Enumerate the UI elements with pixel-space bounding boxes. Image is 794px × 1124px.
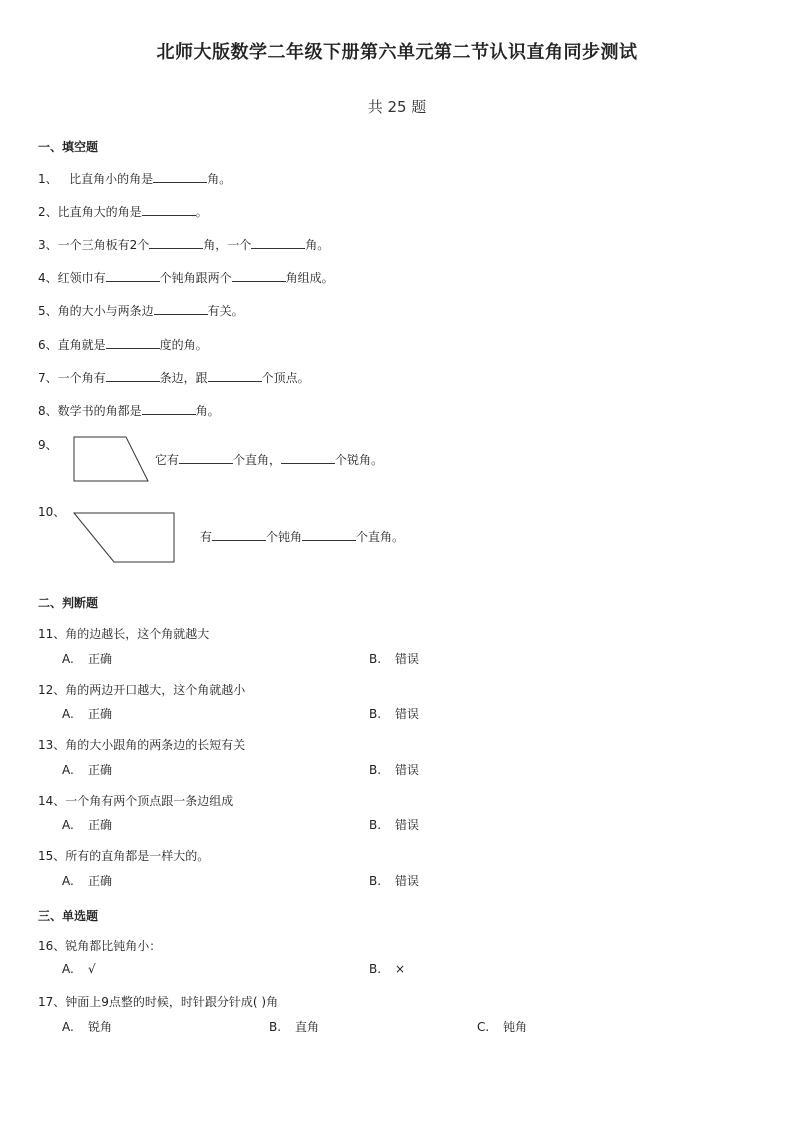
question-11: 11、角的边越长，这个角就越大 — [38, 627, 210, 641]
answer-blank[interactable] — [251, 238, 305, 249]
question-text: 数学书的角都是 — [57, 404, 142, 418]
section-single-choice: 三、单选题 — [38, 909, 99, 923]
question-7 — [38, 369, 310, 386]
answer-blank[interactable] — [154, 304, 208, 315]
option-text: 正确 — [88, 763, 113, 777]
question-3 — [38, 236, 329, 253]
question-text: 红领巾有 — [57, 271, 106, 285]
question-4 — [38, 269, 334, 286]
question-6 — [38, 336, 208, 353]
option-text: √ — [88, 962, 96, 976]
option-b[interactable] — [369, 650, 419, 667]
question-text: 直角就是 — [57, 338, 106, 352]
question-16: 16、锐角都比钝角小： — [38, 939, 162, 953]
option-label: A. — [62, 763, 74, 777]
question-text: 角。 — [195, 404, 220, 418]
answer-blank[interactable] — [106, 371, 160, 382]
option-b[interactable] — [369, 705, 419, 722]
question-number: 4、 — [38, 271, 58, 285]
answer-blank[interactable] — [106, 271, 160, 282]
question-number: 2、 — [38, 205, 58, 219]
option-label: A. — [62, 652, 74, 666]
option-text: 正确 — [88, 818, 113, 832]
trapezoid-shape — [74, 437, 148, 481]
question-text: 个钝角 — [266, 530, 303, 544]
trapezoid-figure — [72, 436, 152, 484]
question-text: 角。 — [207, 172, 232, 186]
question-14: 14、一个角有两个顶点跟一条边组成 — [38, 794, 234, 808]
question-number: 3、 — [38, 238, 58, 252]
question-text: 条边，跟 — [159, 371, 208, 385]
question-text: 一个角有 — [57, 371, 106, 385]
option-text: 直角 — [295, 1020, 320, 1034]
question-9-number: 9、 — [38, 438, 58, 452]
question-17: 17、钟面上9点整的时候，时针跟分针成( )角 — [38, 995, 279, 1009]
option-label: B. — [369, 652, 382, 666]
option-a[interactable] — [62, 705, 112, 722]
option-label: A. — [62, 818, 74, 832]
answer-blank[interactable] — [142, 404, 196, 415]
option-a[interactable] — [62, 650, 112, 667]
question-text: 角组成。 — [285, 271, 334, 285]
option-a[interactable] — [62, 1018, 112, 1035]
answer-blank[interactable] — [232, 271, 286, 282]
question-10-number: 10、 — [38, 505, 66, 519]
option-text: 正确 — [88, 707, 113, 721]
question-text: 它有 — [155, 453, 180, 467]
question-5 — [38, 302, 244, 319]
question-2 — [38, 203, 208, 220]
option-label: B. — [269, 1020, 282, 1034]
question-text: 一个三角板有2个 — [57, 238, 150, 252]
section-true-false: 二、判断题 — [38, 596, 99, 610]
question-number: 8、 — [38, 404, 58, 418]
option-text: 锐角 — [88, 1020, 113, 1034]
answer-blank[interactable] — [212, 530, 266, 541]
doc-title: 北师大版数学二年级下册第六单元第二节认识直角同步测试 — [156, 42, 638, 63]
option-b[interactable] — [369, 816, 419, 833]
answer-blank[interactable] — [208, 371, 262, 382]
question-number: 5、 — [38, 304, 58, 318]
question-count: 共 25 题 — [367, 98, 427, 116]
option-label: B. — [369, 763, 382, 777]
option-b[interactable] — [369, 761, 419, 778]
question-text: 。 — [195, 205, 208, 219]
answer-blank[interactable] — [281, 453, 335, 464]
question-12: 12、角的两边开口越大，这个角就越小 — [38, 683, 246, 697]
option-label: B. — [369, 818, 382, 832]
question-number: 7、 — [38, 371, 58, 385]
option-text: 错误 — [395, 763, 420, 777]
option-a[interactable] — [62, 872, 112, 889]
option-a[interactable] — [62, 761, 112, 778]
question-text: 比直角小的角是 — [69, 172, 154, 186]
option-b[interactable] — [269, 1018, 319, 1035]
question-9 — [155, 451, 383, 468]
option-label: A. — [62, 962, 74, 976]
question-8 — [38, 402, 220, 419]
section-fill-blank: 一、填空题 — [38, 140, 99, 154]
question-text: 角，一个 — [203, 238, 252, 252]
option-text: 错误 — [395, 707, 420, 721]
answer-blank[interactable] — [179, 453, 233, 464]
question-text: 个直角， — [233, 453, 282, 467]
question-number: 6、 — [38, 338, 58, 352]
option-label: B. — [369, 707, 382, 721]
option-label: B. — [369, 874, 382, 888]
answer-blank[interactable] — [142, 205, 196, 216]
answer-blank[interactable] — [153, 172, 207, 183]
question-10 — [200, 528, 404, 545]
option-label: C. — [477, 1020, 490, 1034]
question-number: 1、 — [38, 172, 58, 186]
question-text: 有 — [200, 530, 213, 544]
option-label: A. — [62, 1020, 74, 1034]
question-15: 15、所有的直角都是一样大的。 — [38, 849, 210, 863]
option-label: B. — [369, 962, 382, 976]
option-a[interactable] — [62, 962, 96, 976]
question-text: 度的角。 — [159, 338, 208, 352]
option-text: 正确 — [88, 652, 113, 666]
question-text: 角的大小与两条边 — [57, 304, 154, 318]
question-text: 角。 — [305, 238, 330, 252]
question-text: 个顶点。 — [261, 371, 310, 385]
option-a[interactable] — [62, 816, 112, 833]
question-text: 有关。 — [207, 304, 244, 318]
option-label: A. — [62, 707, 74, 721]
option-text: 正确 — [88, 874, 113, 888]
right-trapezoid-shape — [74, 513, 174, 562]
answer-blank[interactable] — [106, 338, 160, 349]
option-b[interactable] — [369, 962, 405, 976]
question-text: 个直角。 — [356, 530, 405, 544]
question-text: 个钝角跟两个 — [159, 271, 232, 285]
question-1 — [38, 170, 231, 187]
option-label: A. — [62, 874, 74, 888]
option-b[interactable] — [369, 872, 419, 889]
answer-blank[interactable] — [302, 530, 356, 541]
option-c[interactable] — [477, 1018, 527, 1035]
option-text: 错误 — [395, 652, 420, 666]
option-text: 钝角 — [503, 1020, 528, 1034]
option-text: × — [395, 962, 406, 976]
option-text: 错误 — [395, 874, 420, 888]
question-13: 13、角的大小跟角的两条边的长短有关 — [38, 738, 246, 752]
option-text: 错误 — [395, 818, 420, 832]
answer-blank[interactable] — [149, 238, 203, 249]
question-text: 个锐角。 — [335, 453, 384, 467]
right-trapezoid-figure — [72, 512, 178, 564]
question-text: 比直角大的角是 — [57, 205, 142, 219]
